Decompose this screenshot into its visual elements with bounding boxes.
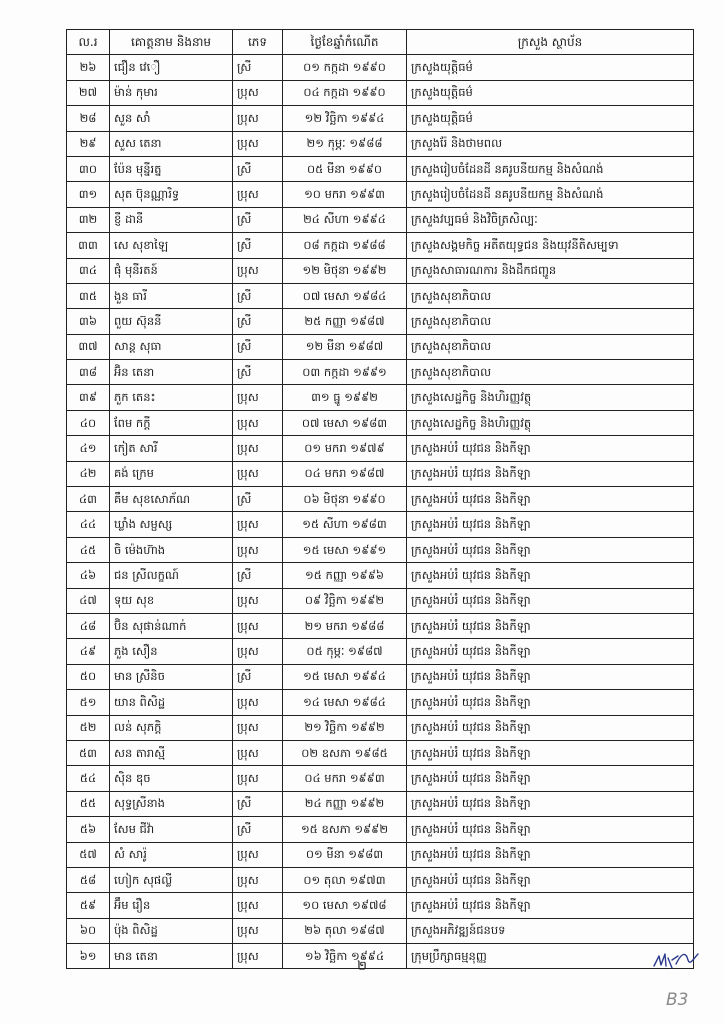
cell-name: ផុំ មុនីរតន៍ bbox=[110, 258, 233, 283]
header-date-of-birth: ថ្ងៃខែឆ្នាំកំណើត bbox=[283, 30, 407, 55]
header-sex: ភេទ bbox=[233, 30, 283, 55]
cell-date-of-birth: ១០ មេសា ១៩៧៨ bbox=[283, 893, 407, 918]
cell-date-of-birth: ១៥ មេសា ១៩៩៤ bbox=[283, 664, 407, 689]
cell-number: ៥៧ bbox=[67, 842, 110, 867]
cell-name: យាន ពិសិដ្ឋ bbox=[110, 690, 233, 715]
cell-ministry: ក្រសួងអប់រំ យុវជន និងកីឡា bbox=[407, 791, 694, 816]
table-row bbox=[67, 791, 694, 816]
table-row bbox=[67, 436, 694, 461]
table-row bbox=[67, 563, 694, 588]
cell-date-of-birth: ០៦ មិថុនា ១៩៩០ bbox=[283, 487, 407, 512]
cell-ministry: ក្រសួងសេដ្ឋកិច្ច និងហិរញ្ញវត្ថុ bbox=[407, 385, 694, 410]
cell-date-of-birth: ១៤ មេសា ១៩៨៤ bbox=[283, 690, 407, 715]
cell-ministry: ក្រសួងអប់រំ យុវជន និងកីឡា bbox=[407, 715, 694, 740]
table-row bbox=[67, 918, 694, 943]
cell-number: ៥១ bbox=[67, 690, 110, 715]
cell-number: ៣៧ bbox=[67, 334, 110, 359]
cell-name: ខ្ញី ដានី bbox=[110, 207, 233, 232]
cell-date-of-birth: ១០ មករា ១៩៩៣ bbox=[283, 182, 407, 207]
table-row bbox=[67, 766, 694, 791]
cell-ministry: ក្រសួងសុខាភិបាល bbox=[407, 334, 694, 359]
cell-date-of-birth: ១២ វិច្ឆិកា ១៩៩៤ bbox=[283, 106, 407, 131]
cell-name: មាន តេនា bbox=[110, 944, 233, 969]
cell-sex: ប្រុស bbox=[233, 893, 283, 918]
cell-sex: ប្រុស bbox=[233, 512, 283, 537]
cell-ministry: ក្រសួងរៀបចំដែនដី នគរូបនីយកម្ម និងសំណង់ bbox=[407, 182, 694, 207]
cell-date-of-birth: ១៥ សីហា ១៩៨៣ bbox=[283, 512, 407, 537]
cell-sex: ស្រី bbox=[233, 309, 283, 334]
cell-date-of-birth: ០៨ កក្កដា ១៩៨៨ bbox=[283, 233, 407, 258]
table-row bbox=[67, 385, 694, 410]
page-number: ២ bbox=[357, 959, 367, 974]
cell-ministry: ក្រុមប្រឹក្សាធម្មនុញ្ញ bbox=[407, 944, 694, 969]
table-row bbox=[67, 664, 694, 689]
cell-ministry: ក្រសួងអប់រំ យុវជន និងកីឡា bbox=[407, 512, 694, 537]
cell-sex: ស្រី bbox=[233, 563, 283, 588]
cell-ministry: ក្រសួងវប្បធម៌ និងវិចិត្រសិល្បៈ bbox=[407, 207, 694, 232]
cell-name: ជឿន វេឿ bbox=[110, 55, 233, 80]
table-row bbox=[67, 893, 694, 918]
cell-date-of-birth: ០១ មីនា ១៩៨៣ bbox=[283, 842, 407, 867]
cell-date-of-birth: ១៥ កញ្ញា ១៩៩៦ bbox=[283, 563, 407, 588]
cell-name: សួស តេនា bbox=[110, 131, 233, 156]
cell-sex: ស្រី bbox=[233, 55, 283, 80]
cell-number: ៤៩ bbox=[67, 639, 110, 664]
table-row bbox=[67, 461, 694, 486]
cell-number: ២៨ bbox=[67, 106, 110, 131]
cell-ministry: ក្រសួងយុត្តិធម៌ bbox=[407, 55, 694, 80]
handwritten-mark bbox=[664, 985, 700, 1011]
table-row bbox=[67, 715, 694, 740]
cell-number: ៣២ bbox=[67, 207, 110, 232]
cell-number: ៤៥ bbox=[67, 537, 110, 562]
cell-sex: ប្រុស bbox=[233, 385, 283, 410]
table-row bbox=[67, 740, 694, 765]
cell-name: ងួន ធារី bbox=[110, 283, 233, 308]
cell-ministry: ក្រសួងអប់រំ យុវជន និងកីឡា bbox=[407, 537, 694, 562]
cell-name: ប៉ុង ពិសិដ្ឋ bbox=[110, 918, 233, 943]
cell-number: ៥៣ bbox=[67, 740, 110, 765]
cell-number: ៣៤ bbox=[67, 258, 110, 283]
cell-name: ប៉ែន មុន្នីរត្ន bbox=[110, 156, 233, 181]
cell-number: ៣៨ bbox=[67, 360, 110, 385]
table-header-row bbox=[67, 30, 694, 55]
cell-number: ៦០ bbox=[67, 918, 110, 943]
cell-ministry: ក្រសួងអប់រំ យុវជន និងកីឡា bbox=[407, 664, 694, 689]
cell-ministry: ក្រសួងអប់រំ យុវជន និងកីឡា bbox=[407, 613, 694, 638]
cell-name: ចិ ម៉េងហ៊ាង bbox=[110, 537, 233, 562]
cell-sex: ស្រី bbox=[233, 156, 283, 181]
cell-ministry: ក្រសួងសាធារណការ និងដឹកជញ្ជូន bbox=[407, 258, 694, 283]
cell-ministry: ក្រសួងអប់រំ យុវជន និងកីឡា bbox=[407, 563, 694, 588]
cell-sex: ប្រុស bbox=[233, 613, 283, 638]
cell-sex: ស្រី bbox=[233, 664, 283, 689]
table-row bbox=[67, 360, 694, 385]
header-number: ល.រ bbox=[67, 30, 110, 55]
cell-date-of-birth: ០១ តុលា ១៩៧៣ bbox=[283, 867, 407, 892]
cell-ministry: ក្រសួងសុខាភិបាល bbox=[407, 309, 694, 334]
cell-ministry: ក្រសួងសុខាភិបាល bbox=[407, 283, 694, 308]
cell-sex: ប្រុស bbox=[233, 258, 283, 283]
cell-number: ៣៣ bbox=[67, 233, 110, 258]
cell-ministry: ក្រសួងអប់រំ យុវជន និងកីឡា bbox=[407, 867, 694, 892]
cell-sex: ប្រុស bbox=[233, 80, 283, 105]
cell-number: ៣៩ bbox=[67, 385, 110, 410]
cell-sex: ប្រុស bbox=[233, 436, 283, 461]
cell-name: សេ សុខាឡៃ bbox=[110, 233, 233, 258]
cell-name: អ៊ិន តេនា bbox=[110, 360, 233, 385]
cell-sex: ប្រុស bbox=[233, 715, 283, 740]
signature-icon bbox=[652, 944, 704, 974]
cell-number: ៤០ bbox=[67, 410, 110, 435]
cell-date-of-birth: ២៤ សីហា ១៩៩៤ bbox=[283, 207, 407, 232]
table-row bbox=[67, 410, 694, 435]
table-row bbox=[67, 588, 694, 613]
cell-sex: ប្រុស bbox=[233, 410, 283, 435]
cell-ministry: ក្រសួងអប់រំ យុវជន និងកីឡា bbox=[407, 690, 694, 715]
cell-number: ២៦ bbox=[67, 55, 110, 80]
cell-name: អ៊ឹម រឿន bbox=[110, 893, 233, 918]
table-body bbox=[67, 55, 694, 969]
cell-name: សុទ្ធស្រីនាង bbox=[110, 791, 233, 816]
cell-number: ៤៤ bbox=[67, 512, 110, 537]
cell-date-of-birth: ០៣ កក្កដា ១៩៩១ bbox=[283, 360, 407, 385]
table-row bbox=[67, 131, 694, 156]
cell-name: លន់ សុភក្តិ bbox=[110, 715, 233, 740]
cell-number: ២៩ bbox=[67, 131, 110, 156]
cell-date-of-birth: ០៧ មេសា ១៩៨៤ bbox=[283, 283, 407, 308]
cell-name: សាន្ត សុធា bbox=[110, 334, 233, 359]
cell-sex: ប្រុស bbox=[233, 131, 283, 156]
table-row bbox=[67, 106, 694, 131]
table-row bbox=[67, 233, 694, 258]
cell-sex: ប្រុស bbox=[233, 690, 283, 715]
cell-name: ស៊ិន ឌុច bbox=[110, 766, 233, 791]
cell-number: ៣១ bbox=[67, 182, 110, 207]
cell-name: ភួង សឿន bbox=[110, 639, 233, 664]
cell-ministry: ក្រសួងអប់រំ យុវជន និងកីឡា bbox=[407, 740, 694, 765]
cell-ministry: ក្រសួងអប់រំ យុវជន និងកីឡា bbox=[407, 588, 694, 613]
cell-number: ៥៦ bbox=[67, 817, 110, 842]
cell-sex: ស្រី bbox=[233, 334, 283, 359]
cell-number: ៣៥ bbox=[67, 283, 110, 308]
header-ministry: ក្រសួង ស្ថាប័ន bbox=[407, 30, 694, 55]
cell-number: ៤៦ bbox=[67, 563, 110, 588]
cell-name: សួន សាំ bbox=[110, 106, 233, 131]
cell-name: ទុយ សុខ bbox=[110, 588, 233, 613]
cell-date-of-birth: ១៦ វិច្ឆិកា ១៩៩៤ bbox=[283, 944, 407, 969]
cell-name: ម៉ាន់ កុមារ bbox=[110, 80, 233, 105]
cell-name: ប៊ិន សុផាន់ណាក់ bbox=[110, 613, 233, 638]
cell-sex: ប្រុស bbox=[233, 537, 283, 562]
cell-sex: ប្រុស bbox=[233, 740, 283, 765]
cell-date-of-birth: ២៥ កញ្ញា ១៩៨៧ bbox=[283, 309, 407, 334]
cell-date-of-birth: ០៧ មេសា ១៩៨៣ bbox=[283, 410, 407, 435]
cell-number: ៣០ bbox=[67, 156, 110, 181]
cell-number: ៤១ bbox=[67, 436, 110, 461]
cell-sex: ប្រុស bbox=[233, 842, 283, 867]
cell-date-of-birth: ២១ កុម្ភៈ ១៩៨៨ bbox=[283, 131, 407, 156]
cell-sex: ស្រី bbox=[233, 360, 283, 385]
table-row bbox=[67, 639, 694, 664]
table-row bbox=[67, 283, 694, 308]
cell-date-of-birth: ០៤ កក្កដា ១៩៩០ bbox=[283, 80, 407, 105]
personnel-table bbox=[66, 29, 694, 969]
cell-ministry: ក្រសួងសង្គមកិច្ច អតីតយុទ្ធជន និងយុវនីតិសម្បទា bbox=[407, 233, 694, 258]
table-row bbox=[67, 690, 694, 715]
cell-sex: ប្រុស bbox=[233, 639, 283, 664]
cell-date-of-birth: ២១ មករា ១៩៨៨ bbox=[283, 613, 407, 638]
cell-ministry: ក្រសួងអភិវឌ្ឍន៍ជនបទ bbox=[407, 918, 694, 943]
cell-sex: ស្រី bbox=[233, 791, 283, 816]
cell-date-of-birth: ២១ វិច្ឆិកា ១៩៩២ bbox=[283, 715, 407, 740]
cell-ministry: ក្រសួងយុត្តិធម៌ bbox=[407, 106, 694, 131]
cell-number: ៤៧ bbox=[67, 588, 110, 613]
table-row bbox=[67, 817, 694, 842]
cell-sex: ប្រុស bbox=[233, 182, 283, 207]
cell-date-of-birth: ១២ មិថុនា ១៩៩២ bbox=[283, 258, 407, 283]
cell-name: ពែម កក្តី bbox=[110, 410, 233, 435]
cell-name: ជន ស្រីលក្ខណ៍ bbox=[110, 563, 233, 588]
cell-ministry: ក្រសួងសុខាភិបាល bbox=[407, 360, 694, 385]
cell-number: ៦១ bbox=[67, 944, 110, 969]
cell-sex: ស្រី bbox=[233, 283, 283, 308]
cell-name: ឃ្លាំង សម្ផស្ស bbox=[110, 512, 233, 537]
cell-name: សែម ជីវ៉ា bbox=[110, 817, 233, 842]
cell-date-of-birth: ០៥ កុម្ភៈ ១៩៨៧ bbox=[283, 639, 407, 664]
cell-sex: ស្រី bbox=[233, 207, 283, 232]
table-row bbox=[67, 512, 694, 537]
cell-sex: ប្រុស bbox=[233, 867, 283, 892]
cell-number: ៥០ bbox=[67, 664, 110, 689]
cell-number: ៤៣ bbox=[67, 487, 110, 512]
cell-name: ហៀក សុផល្លី bbox=[110, 867, 233, 892]
cell-date-of-birth: ១៥ មេសា ១៩៩១ bbox=[283, 537, 407, 562]
cell-date-of-birth: ០៤ មករា ១៩៨៧ bbox=[283, 461, 407, 486]
cell-date-of-birth: ១២ មីនា ១៩៨៧ bbox=[283, 334, 407, 359]
table-row bbox=[67, 867, 694, 892]
cell-sex: ប្រុស bbox=[233, 766, 283, 791]
cell-date-of-birth: ០១ កក្កដា ១៩៩០ bbox=[283, 55, 407, 80]
cell-number: ៣៦ bbox=[67, 309, 110, 334]
cell-date-of-birth: ០៤ មករា ១៩៩៣ bbox=[283, 766, 407, 791]
table-row bbox=[67, 182, 694, 207]
cell-date-of-birth: ១៥ ឧសភា ១៩៩២ bbox=[283, 817, 407, 842]
cell-number: ៥៤ bbox=[67, 766, 110, 791]
cell-ministry: ក្រសួងអប់រំ យុវជន និងកីឡា bbox=[407, 487, 694, 512]
svg-text:B3: B3 bbox=[666, 990, 689, 1010]
cell-ministry: ក្រសួងអប់រំ យុវជន និងកីឡា bbox=[407, 766, 694, 791]
cell-number: ៥២ bbox=[67, 715, 110, 740]
cell-date-of-birth: ០២ ឧសភា ១៩៨៥ bbox=[283, 740, 407, 765]
cell-ministry: ក្រសួងអប់រំ យុវជន និងកីឡា bbox=[407, 893, 694, 918]
table-row bbox=[67, 55, 694, 80]
table-row bbox=[67, 842, 694, 867]
cell-ministry: ក្រសួងសេដ្ឋកិច្ច និងហិរញ្ញវត្ថុ bbox=[407, 410, 694, 435]
cell-name: ភួក តេនះ bbox=[110, 385, 233, 410]
cell-date-of-birth: ០៩ វិច្ឆិកា ១៩៩២ bbox=[283, 588, 407, 613]
cell-number: ៤២ bbox=[67, 461, 110, 486]
cell-name: សុត ប៊ុនណ្ណារិទ្ធ bbox=[110, 182, 233, 207]
table-row bbox=[67, 258, 694, 283]
cell-name: គង់ ក្រេម bbox=[110, 461, 233, 486]
table-row bbox=[67, 487, 694, 512]
header-name: គោត្តនាម និងនាម bbox=[110, 30, 233, 55]
cell-ministry: ក្រសួងអប់រំ យុវជន និងកីឡា bbox=[407, 842, 694, 867]
cell-sex: ស្រី bbox=[233, 817, 283, 842]
cell-sex: ប្រុស bbox=[233, 918, 283, 943]
cell-number: ៥៨ bbox=[67, 867, 110, 892]
table-row bbox=[67, 334, 694, 359]
cell-sex: ស្រី bbox=[233, 487, 283, 512]
cell-sex: ប្រុស bbox=[233, 461, 283, 486]
cell-sex: ប្រុស bbox=[233, 944, 283, 969]
cell-ministry: ក្រសួងអប់រំ យុវជន និងកីឡា bbox=[407, 817, 694, 842]
cell-name: សន តារាស្មី bbox=[110, 740, 233, 765]
cell-ministry: ក្រសួងរៀបចំដែនដី នគរូបនីយកម្ម និងសំណង់ bbox=[407, 156, 694, 181]
table-row bbox=[67, 156, 694, 181]
cell-name: ពួយ ស៊ុននី bbox=[110, 309, 233, 334]
cell-sex: ប្រុស bbox=[233, 588, 283, 613]
cell-name: មាន ស្រីនិច bbox=[110, 664, 233, 689]
cell-name: កៀត សារី bbox=[110, 436, 233, 461]
cell-number: ៥៩ bbox=[67, 893, 110, 918]
cell-number: ២៧ bbox=[67, 80, 110, 105]
cell-number: ៥៥ bbox=[67, 791, 110, 816]
table-row bbox=[67, 537, 694, 562]
cell-date-of-birth: ០១ មករា ១៩៧៩ bbox=[283, 436, 407, 461]
table-row bbox=[67, 309, 694, 334]
cell-date-of-birth: ២៦ តុលា ១៩៨៧ bbox=[283, 918, 407, 943]
table-row bbox=[67, 80, 694, 105]
cell-sex: ស្រី bbox=[233, 233, 283, 258]
cell-name: គឹម សុខសោភ័ណ bbox=[110, 487, 233, 512]
cell-date-of-birth: ៣១ ធ្នូ ១៩៩២ bbox=[283, 385, 407, 410]
cell-date-of-birth: ០៥ មីនា ១៩៩០ bbox=[283, 156, 407, 181]
cell-ministry: ក្រសួងអប់រំ យុវជន និងកីឡា bbox=[407, 461, 694, 486]
cell-ministry: ក្រសួងអប់រំ យុវជន និងកីឡា bbox=[407, 436, 694, 461]
cell-ministry: ក្រសួងរ៉ែ និងថាមពល bbox=[407, 131, 694, 156]
table-row bbox=[67, 613, 694, 638]
cell-date-of-birth: ២៤ កញ្ញា ១៩៩២ bbox=[283, 791, 407, 816]
table-row bbox=[67, 207, 694, 232]
cell-number: ៤៨ bbox=[67, 613, 110, 638]
cell-name: សំ សារ៉ូ bbox=[110, 842, 233, 867]
cell-ministry: ក្រសួងយុត្តិធម៌ bbox=[407, 80, 694, 105]
cell-ministry: ក្រសួងអប់រំ យុវជន និងកីឡា bbox=[407, 639, 694, 664]
cell-sex: ប្រុស bbox=[233, 106, 283, 131]
